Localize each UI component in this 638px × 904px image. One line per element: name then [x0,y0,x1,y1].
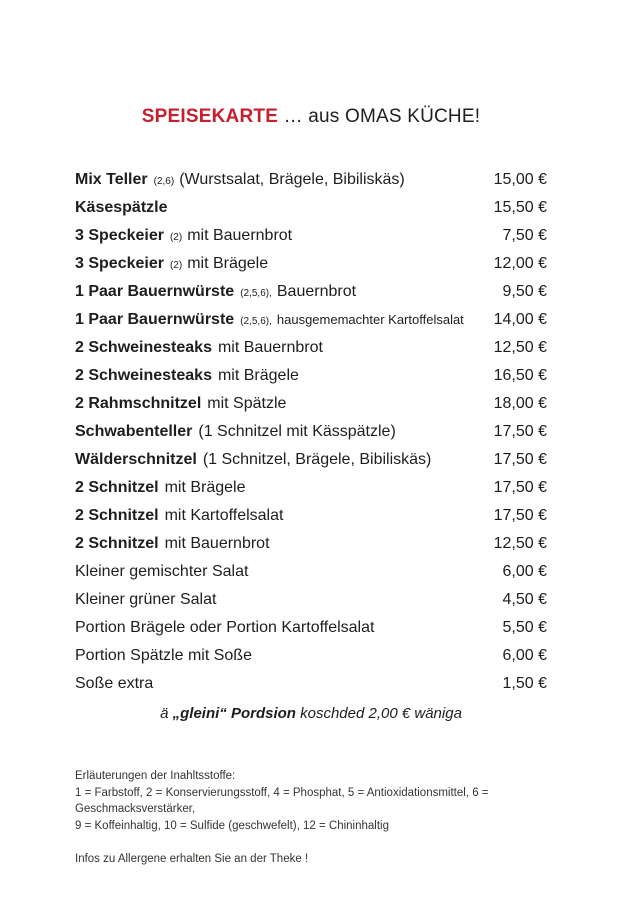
note-rest: koschded 2,00 € wäniga [295,705,462,722]
item-price: 17,50 € [493,479,547,496]
menu-item-text [75,250,268,280]
item-additives: (2,6) [153,176,175,187]
item-desc: mit Brägele [217,367,299,384]
item-desc: (1 Schnitzel mit Kässpätzle) [198,423,396,440]
menu-item-text [75,642,252,672]
item-name: Schwabenteller [75,423,193,440]
item-name: 3 Speckeier [75,255,164,272]
menu-item-text [75,530,270,560]
menu-item-text [75,446,431,476]
item-name: 2 Schnitzel [75,535,159,552]
item-desc: mit Bauernbrot [164,535,270,552]
menu-item-text [75,306,464,336]
legend-heading: Erläuterungen der Inahltsstoffe: [75,770,236,782]
item-additives: (2) [169,232,183,243]
item-price: 17,50 € [493,451,547,468]
menu-item-text [75,670,153,700]
item-desc: hausgememachter Kartoffelsalat [276,312,464,327]
item-price: 12,50 € [493,535,547,552]
item-desc: mit Bauernbrot [217,339,323,356]
item-price: 7,50 € [502,227,547,244]
menu-item-text [75,586,216,616]
legend-line-1: 1 = Farbstoff, 2 = Konservierungsstoff, 4 = Phosphat, 5 = Antioxidationsmittel, 6 = Geschmacksverstärker, [75,786,489,815]
menu-item-text [75,362,299,392]
item-name: 1 Paar Bauernwürste [75,311,235,328]
menu-row [75,670,547,698]
item-price: 9,50 € [502,283,547,300]
item-price: 12,00 € [493,255,547,272]
allergy-note: Infos zu Allergene erhalten Sie an der Theke ! [75,853,309,865]
item-desc: Portion Brägele oder Portion Kartoffelsalat [75,619,375,636]
item-desc: mit Bauernbrot [187,227,293,244]
item-name: Mix Teller [75,171,148,188]
menu-row [75,390,547,418]
menu-row [75,418,547,446]
item-desc: Kleiner gemischter Salat [75,563,249,580]
menu-row [75,502,547,530]
menu-item-text [75,474,246,504]
item-desc: Bauernbrot [276,283,357,300]
item-name: 2 Rahmschnitzel [75,395,202,412]
item-price: 4,50 € [502,591,547,608]
item-price: 14,00 € [493,311,547,328]
menu-item-text [75,334,323,364]
note-prefix: ä [160,705,173,722]
menu-row [75,166,547,194]
item-price: 12,50 € [493,339,547,356]
item-desc: mit Kartoffelsalat [164,507,284,524]
menu-item-text [75,166,405,196]
menu-item-text [75,278,356,308]
item-price: 6,00 € [502,647,547,664]
title-subtitle: … aus OMAS KÜCHE! [278,106,481,127]
menu-row [75,614,547,642]
item-desc: Portion Spätzle mit Soße [75,647,252,664]
item-price: 6,00 € [502,563,547,580]
item-price: 15,00 € [493,171,547,188]
item-additives: (2,5,6), [240,316,272,327]
menu-row [75,306,547,334]
item-additives: (2) [169,260,183,271]
item-desc: mit Spätzle [207,395,287,412]
menu-row [75,362,547,390]
additives-legend [75,768,547,834]
menu-row [75,250,547,278]
item-desc: mit Brägele [187,255,269,272]
item-price: 17,50 € [493,507,547,524]
menu-item-text [75,418,396,448]
menu-list [75,166,547,698]
menu-row [75,558,547,586]
item-name: 2 Schnitzel [75,507,159,524]
menu-item-text [75,558,248,588]
item-desc: mit Brägele [164,479,246,496]
item-name: 2 Schweinesteaks [75,339,212,356]
item-desc: (Wurstsalat, Brägele, Bibiliskäs) [179,171,405,188]
note-bold: „gleini“ Pordsion [172,705,296,722]
menu-row [75,642,547,670]
menu-row [75,474,547,502]
menu-item-text [75,194,174,224]
menu-row [75,334,547,362]
item-desc: Soße extra [75,675,154,692]
menu-item-text [75,390,286,420]
menu-row [75,586,547,614]
item-additives: (2,5,6), [240,288,272,299]
menu-item-text [75,614,374,644]
menu-item-text [75,502,283,532]
item-name: 1 Paar Bauernwürste [75,283,235,300]
item-price: 16,50 € [493,367,547,384]
item-name: Wälderschnitzel [75,451,197,468]
menu-item-text [75,222,292,252]
menu-row [75,222,547,250]
menu-row [75,446,547,474]
title-speisekarte: SPEISEKARTE [141,106,279,127]
menu-row [75,278,547,306]
legend-line-2: 9 = Koffeinhaltig, 10 = Sulfide (geschwefelt), 12 = Chininhaltig [75,819,390,832]
item-desc: Kleiner grüner Salat [75,591,217,608]
item-price: 18,00 € [493,395,547,412]
item-name: 3 Speckeier [75,227,164,244]
item-price: 17,50 € [493,423,547,440]
item-price: 1,50 € [502,675,547,692]
item-price: 15,50 € [493,199,547,216]
menu-row [75,530,547,558]
page-title [75,104,547,130]
item-name: 2 Schnitzel [75,479,159,496]
item-name: Käsespätzle [75,199,168,216]
item-desc: (1 Schnitzel, Brägele, Bibiliskäs) [202,451,432,468]
item-price: 5,50 € [502,619,547,636]
portion-note [75,704,547,724]
menu-row [75,194,547,222]
item-name: 2 Schweinesteaks [75,367,212,384]
